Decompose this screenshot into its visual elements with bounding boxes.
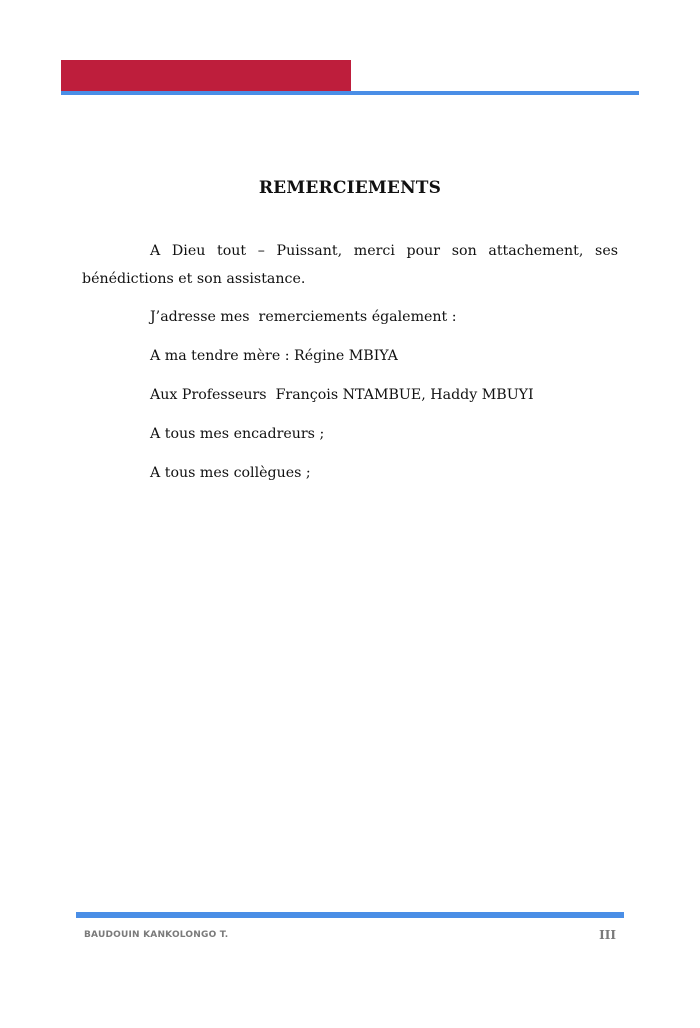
page-number: III (599, 928, 616, 942)
text-line-professors: Aux Professeurs François NTAMBUE, Haddy MBUYI (150, 387, 534, 403)
text-line-mother: A ma tendre mère : Régine MBIYA (150, 348, 398, 364)
footer-rule (76, 912, 624, 918)
page-title: REMERCIEMENTS (258, 178, 442, 198)
text-line-colleagues: A tous mes collègues ; (150, 465, 311, 481)
text-line-intro: J’adresse mes remerciements également : (150, 309, 457, 325)
footer-author: BAUDOUIN KANKOLONGO T. (84, 930, 229, 940)
header-accent-bar (61, 60, 351, 91)
text-line-supervisors: A tous mes encadreurs ; (150, 426, 325, 442)
header-rule (61, 91, 639, 95)
paragraph-thanks-god: A Dieu tout – Puissant, merci pour son attachement, ses bénédictions et son assistance. (82, 243, 618, 287)
